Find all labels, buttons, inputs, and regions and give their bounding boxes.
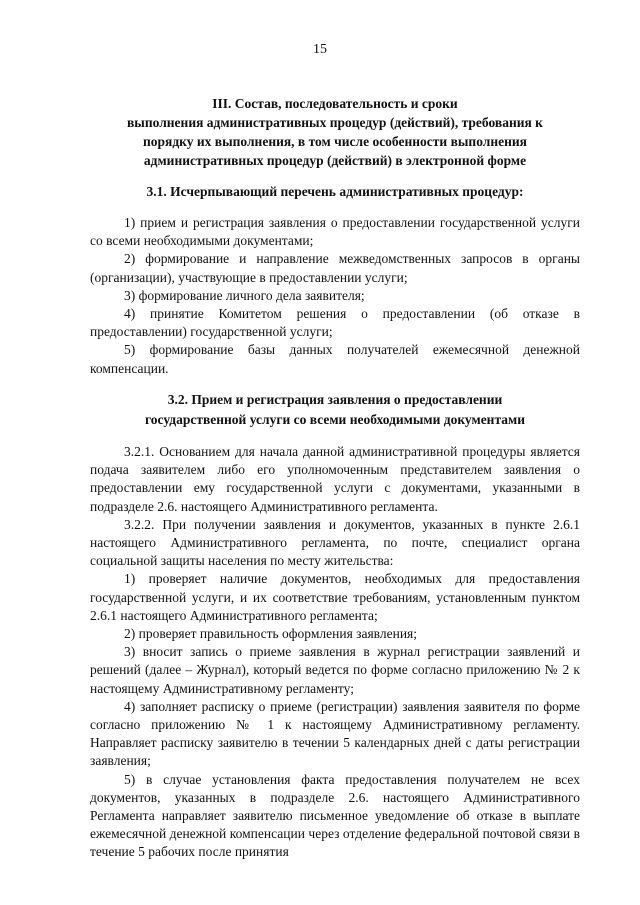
page-number: 15 [313,42,327,57]
list-item: 4) принятие Комитетом решения о предоставлении (об отказе в предоставлении) государственной услуги; [90,306,580,340]
paragraph: 3) вносит запись о приеме заявления в журнал регистрации заявлений и решений (далее – Журнал), который ведется по форме согласно приложению № 2 к настоящему Административному регламенту; [90,644,580,696]
procedure-list [90,214,580,378]
procedure-description [90,443,580,862]
paragraph: 3.2.2. При получении заявления и документов, указанных в пункте 2.6.1 настоящего Административного регламента, по почте, специалист органа социальной защиты населения по месту жительства: [90,516,580,569]
paragraph: 3.2.1. Основанием для начала данной административной процедуры является подача заявителем либо его уполномоченным представителем заявления о предоставлении ему государственной услуги с документами, указанными в подразделе 2.6. настоящего Административного регламента. [90,444,580,514]
subsection-title: 3.1. Исчерпывающий перечень административных процедур: [146,184,524,199]
subsection-title-line: государственной услуги со всеми необходимыми документами [145,412,525,427]
list-item: 5) формирование базы данных получателей ежемесячной денежной компенсации. [90,342,580,376]
list-item: 1) прием и регистрация заявления о предоставлении государственной услуги со всеми необходимыми документами; [90,215,580,249]
list-item: 2) формирование и направление межведомственных запросов в органы (организации), участвующие в предоставлении услуги; [90,251,580,285]
section-title [90,94,580,170]
section-title-line: порядку их выполнения, в том числе особенности выполнения [143,134,527,149]
subsection-title [90,390,580,430]
section-title-line: административных процедур (действий) в электронной форме [143,153,527,168]
paragraph: 4) заполняет расписку о приеме (регистрации) заявления заявителя по форме согласно приложению № 1 к настоящему Административному регламенту. Направляет расписку заявителю в течении 5 календарных дней с даты регистрации заявления; [90,698,580,769]
paragraph: 2) проверяет правильность оформления заявления; [124,626,418,642]
list-item: 3) формирование личного дела заявителя; [124,287,365,303]
subsection-title-line: 3.2. Прием и регистрация заявления о предоставлении [167,392,503,407]
paragraph: 1) проверяет наличие документов, необходимых для предоставления государственной услуги, и их соответствие требованиям, установленным пунктом 2.6.1 настоящего Административного регламента; [90,571,580,623]
section-title-line: III. Состав, последовательность и сроки [212,96,458,111]
paragraph: 5) в случае установления факта предоставления получателем не всех документов, указанных в подразделе 2.6. настоящего Административного Регламента направляет заявителю письменное уведомление об отказе в выплате ежемесячной денежной компенсации через отделение федеральной почтовой связи в течение 5 рабочих после принятия [90,771,580,860]
section-title-line: выполнения административных процедур (действий), требования к [127,115,543,130]
